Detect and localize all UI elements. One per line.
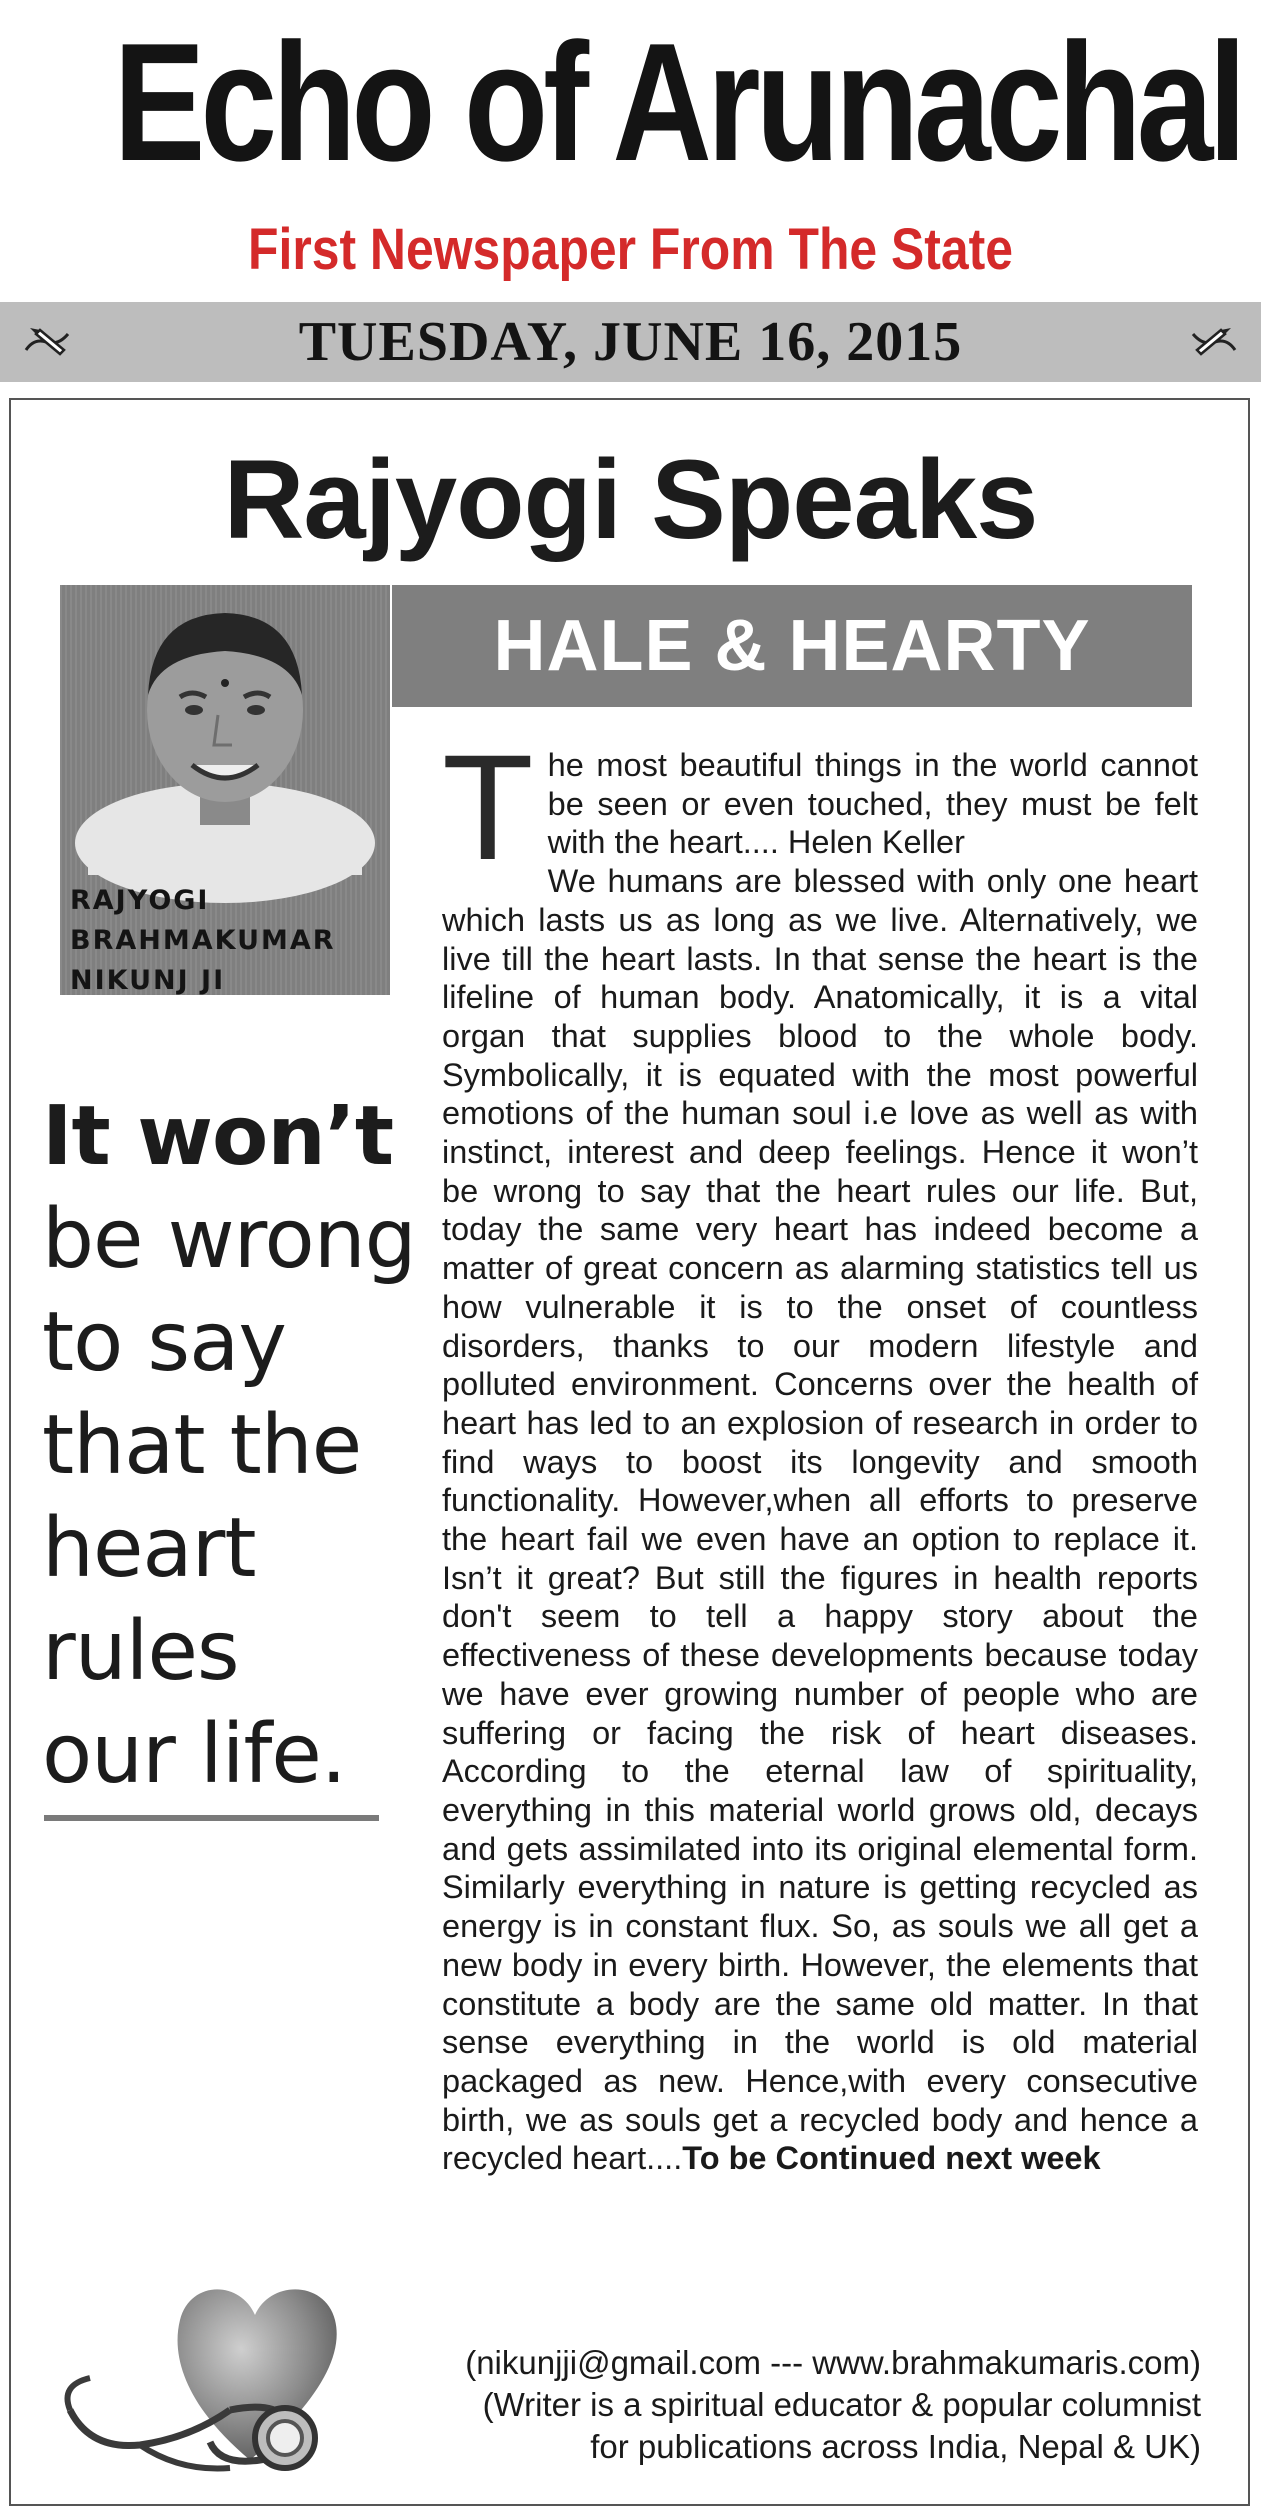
continued-note: To be Continued next week [682, 2140, 1101, 2177]
column-title: Rajyogi Speaks [223, 437, 1038, 562]
pull-quote [42, 1085, 416, 1806]
pull-quote-line: our life. [42, 1707, 346, 1802]
author-bio-line: (Writer is a spiritual educator & popular columnist [482, 2386, 1201, 2423]
article-text: We humans are blessed with only one heart which lasts us as long as we live. Alternatively, we live till the heart lasts. In that sense the heart is the lifeline of human body. Anatomically, it is a vital organ that supplies blood to the whole body. Symbolically, it is equated with the most powerful emotions of the human soul i.e love as well as with instinct, interest and deep feelings. Hence it won’t be wrong to say that the heart rules our life. But, today the same very heart has indeed become a matter of great concern as alarming statistics tell us how vulnerable it is to the onset of countless disorders, thanks to our modern lifestyle and polluted environment. Concerns over the health of heart has led to an explosion of research in order to find ways to boost its longevity and smooth functionality. However,when all efforts to preserve the heart fail we even have an option to replace it. Isn’t it great? But still the figures in health reports don't seem to tell a happy story about the effectiveness of these developments because today we have ever growing number of people who are suffering or facing the risk of heart diseases. According to the eternal law of spirituality, everything in this material world grows old, decays and gets assimilated into its original elemental form. Similarly everything in nature is getting recycled as energy is in constant flux. So, as souls we all get a new body in every birth. However, the elements that constitute a body are the same old matter. In that sense everything in the world is old material packaged as new. Hence,with every consecutive birth, we as souls get a recycled body and hence a recycled heart.... [442, 863, 1198, 2177]
author-line: BRAHMAKUMAR [70, 925, 336, 956]
author-contact [381, 2342, 1201, 2468]
opening-quote: he most beautiful things in the world cannot be seen or even touched, they must be felt with the heart.... Helen Keller [547, 747, 1198, 861]
headline-band [392, 585, 1192, 707]
drop-cap: T [442, 723, 534, 891]
pen-writing-icon [1187, 320, 1241, 364]
article-headline: HALE & HEARTY [493, 606, 1091, 686]
pull-quote-line: heart [42, 1501, 256, 1596]
newspaper-masthead: Echo of Arunachal [113, 8, 1242, 196]
pull-quote-line: It won’t [42, 1089, 394, 1184]
author-bio-line: for publications across India, Nepal & UK) [590, 2428, 1201, 2465]
contact-email-website: (nikunjji@gmail.com --- www.brahmakumaris.com) [465, 2344, 1201, 2381]
issue-date: TUESDAY, JUNE 16, 2015 [298, 311, 963, 373]
author-line: NIKUNJ JI [70, 965, 226, 996]
date-bar [0, 302, 1261, 382]
author-line: RAJYOGI [70, 885, 210, 916]
heart-stethoscope-illustration [50, 2210, 410, 2480]
pull-quote-divider [44, 1815, 379, 1821]
pull-quote-line: that the [42, 1398, 362, 1493]
pull-quote-line: be wrong [42, 1192, 416, 1287]
article-body [442, 723, 1198, 2178]
author-byline [60, 875, 390, 1001]
pull-quote-line: rules [42, 1604, 239, 1699]
newspaper-tagline: First Newspaper From The State [247, 217, 1013, 282]
article-paragraph [442, 862, 1198, 2178]
pull-quote-line: to say [42, 1295, 286, 1390]
